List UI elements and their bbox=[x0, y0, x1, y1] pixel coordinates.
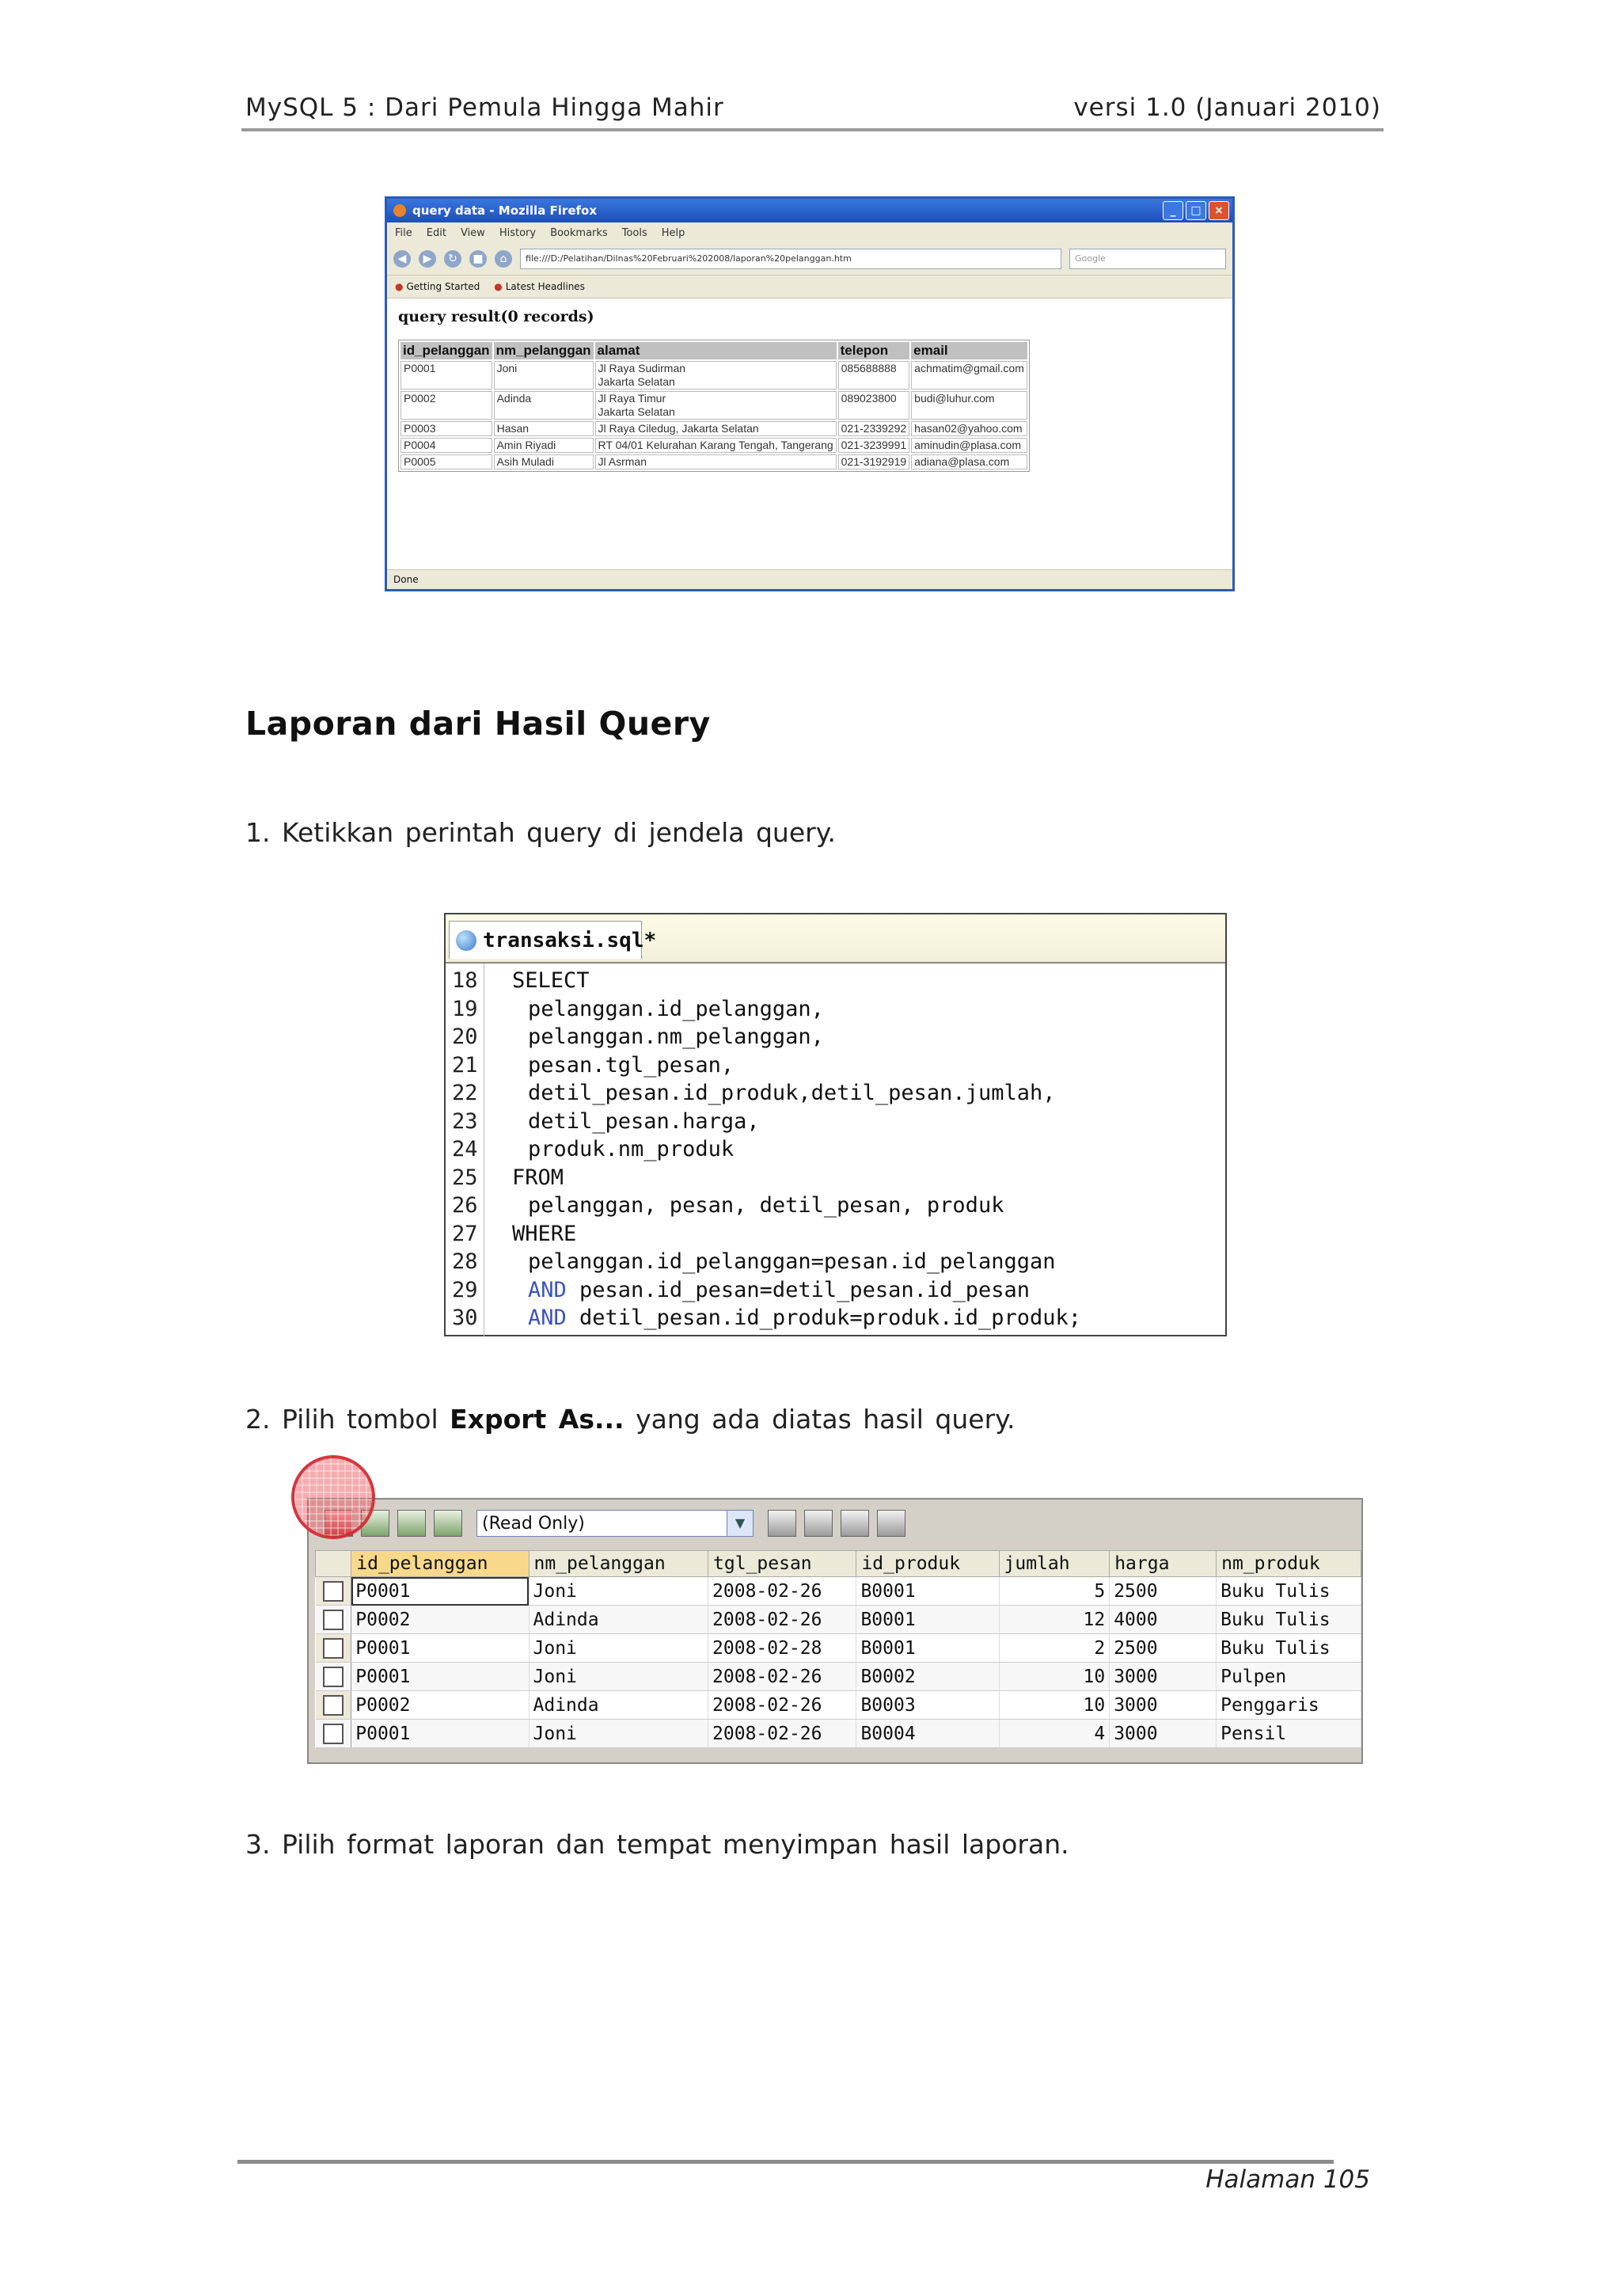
table-row bbox=[401, 391, 1027, 420]
checkbox-icon[interactable] bbox=[323, 1667, 344, 1687]
code-text: pelanggan.id_pelanggan, bbox=[528, 996, 824, 1021]
grid-cell[interactable]: P0002 bbox=[351, 1606, 529, 1634]
row-checkbox[interactable] bbox=[316, 1691, 351, 1720]
column-header: nm_pelanggan bbox=[494, 342, 594, 359]
column-header: alamat bbox=[595, 342, 837, 359]
section-heading: Laporan dari Hasil Query bbox=[245, 705, 711, 743]
grid-cell[interactable]: 4000 bbox=[1110, 1606, 1217, 1634]
checkbox-icon[interactable] bbox=[323, 1581, 344, 1602]
delete-row-icon[interactable] bbox=[841, 1510, 869, 1537]
menu-item-view[interactable]: View bbox=[460, 226, 485, 239]
table-cell: 085688888 bbox=[838, 361, 910, 390]
customer-table bbox=[398, 340, 1030, 472]
grid-cell[interactable]: Adinda bbox=[529, 1691, 708, 1720]
grid-cell[interactable]: B0004 bbox=[856, 1720, 999, 1748]
grid-cell[interactable]: 2008-02-26 bbox=[708, 1577, 856, 1606]
save-icon[interactable] bbox=[804, 1510, 833, 1537]
table-cell: hasan02@yahoo.com bbox=[911, 421, 1027, 436]
grid-cell[interactable]: 2008-02-28 bbox=[708, 1634, 856, 1663]
line-number: 29 bbox=[452, 1277, 478, 1302]
menu-item-edit[interactable]: Edit bbox=[426, 226, 446, 239]
header-version: versi 1.0 (Januari 2010) bbox=[1073, 93, 1381, 122]
grid-column-header[interactable]: nm_pelanggan bbox=[529, 1551, 708, 1577]
menu-item-file[interactable]: File bbox=[395, 226, 412, 239]
step-1: 1. Ketikkan perintah query di jendela query. bbox=[245, 817, 837, 848]
grid-cell[interactable]: 2500 bbox=[1110, 1634, 1217, 1663]
code-text: pelanggan.id_pelanggan=pesan.id_pelanggan bbox=[528, 1249, 1056, 1274]
table-cell: achmatim@gmail.com bbox=[911, 361, 1027, 390]
row-checkbox[interactable] bbox=[316, 1663, 351, 1691]
grid-cell[interactable]: 10 bbox=[999, 1663, 1110, 1691]
column-header: id_pelanggan bbox=[401, 342, 492, 359]
grid-cell[interactable]: Pulpen bbox=[1217, 1663, 1361, 1691]
editor-body[interactable] bbox=[446, 964, 1225, 1336]
code-text: WHERE bbox=[512, 1221, 577, 1246]
table-cell: RT 04/01 Kelurahan Karang Tengah, Tangerang bbox=[595, 438, 837, 453]
grid-cell[interactable]: 2 bbox=[999, 1634, 1110, 1663]
grid-cell[interactable]: P0001 bbox=[351, 1663, 529, 1691]
grid-cell[interactable]: Joni bbox=[529, 1577, 708, 1606]
grid-cell[interactable]: B0001 bbox=[856, 1577, 999, 1606]
grid-cell[interactable]: 2008-02-26 bbox=[708, 1606, 856, 1634]
grid-row[interactable] bbox=[316, 1606, 1361, 1634]
menu-item-history[interactable]: History bbox=[499, 226, 537, 239]
grid-row[interactable] bbox=[316, 1720, 1361, 1748]
grid-cell[interactable]: Buku Tulis bbox=[1217, 1634, 1361, 1663]
table-row bbox=[401, 438, 1027, 453]
status-bar: Done bbox=[387, 569, 1232, 589]
code-text: pelanggan.nm_pelanggan, bbox=[528, 1024, 824, 1049]
query-result-title: query result(0 records) bbox=[398, 308, 594, 325]
grid-cell[interactable]: 10 bbox=[999, 1691, 1110, 1720]
back-icon[interactable]: ◀ bbox=[393, 250, 411, 268]
row-checkbox[interactable] bbox=[316, 1634, 351, 1663]
table-cell: P0004 bbox=[401, 438, 492, 453]
line-number: 19 bbox=[452, 996, 478, 1021]
grid-cell[interactable]: 2500 bbox=[1110, 1577, 1217, 1606]
code-text: pesan.tgl_pesan, bbox=[528, 1052, 735, 1078]
firefox-navbar bbox=[387, 243, 1232, 276]
code-text: FROM bbox=[512, 1165, 564, 1190]
grid-cell[interactable]: Pensil bbox=[1217, 1720, 1361, 1748]
table-cell: Jl Raya Sudirman Jakarta Selatan bbox=[595, 361, 837, 390]
grid-cell[interactable]: 12 bbox=[999, 1606, 1110, 1634]
stop-icon[interactable]: ■ bbox=[469, 250, 487, 268]
grid-cell[interactable]: B0002 bbox=[856, 1663, 999, 1691]
code-fragment: detil_pesan.id_produk=produk.id_produk; bbox=[566, 1306, 1081, 1330]
line-number: 24 bbox=[452, 1137, 478, 1161]
table-cell: 021-3239991 bbox=[838, 438, 910, 453]
forward-icon[interactable]: ▶ bbox=[419, 250, 436, 268]
code-text bbox=[528, 1304, 1081, 1332]
firefox-window-title: query data - Mozilla Firefox bbox=[412, 203, 598, 218]
line-number: 23 bbox=[452, 1108, 478, 1134]
grid-cell[interactable]: Joni bbox=[529, 1663, 708, 1691]
grid-cell[interactable]: B0003 bbox=[856, 1691, 999, 1720]
table-cell: Adinda bbox=[494, 391, 594, 420]
close-icon[interactable]: × bbox=[1209, 201, 1229, 220]
editor-tabbar bbox=[446, 914, 1225, 964]
grid-row[interactable] bbox=[316, 1691, 1361, 1720]
grid-toolbar bbox=[309, 1500, 1361, 1547]
grid-cell[interactable]: P0001 bbox=[351, 1577, 529, 1606]
home-icon[interactable]: ⌂ bbox=[495, 250, 512, 268]
minimize-icon[interactable]: _ bbox=[1163, 201, 1183, 220]
grid-cell[interactable]: Buku Tulis bbox=[1217, 1577, 1361, 1606]
table-cell: Asih Muladi bbox=[494, 454, 594, 469]
read-only-select-value: (Read Only) bbox=[482, 1514, 585, 1534]
table-cell: 021-3192919 bbox=[838, 454, 910, 469]
grid-row[interactable] bbox=[316, 1663, 1361, 1691]
sql-keyword: AND bbox=[528, 1306, 567, 1330]
grid-cell[interactable]: 5 bbox=[999, 1577, 1110, 1606]
grid-column-header[interactable]: id_produk bbox=[856, 1551, 999, 1577]
line-number: 26 bbox=[452, 1193, 478, 1218]
table-cell: P0002 bbox=[401, 391, 492, 420]
grid-column-header[interactable]: id_pelanggan bbox=[351, 1551, 529, 1577]
menu-item-help[interactable]: Help bbox=[661, 226, 685, 239]
table-cell: 089023800 bbox=[838, 391, 910, 420]
search-box[interactable]: Google bbox=[1069, 249, 1226, 269]
grid-cell[interactable]: B0001 bbox=[856, 1634, 999, 1663]
grid-cell[interactable]: 3000 bbox=[1110, 1663, 1217, 1691]
reload-icon[interactable]: ↻ bbox=[444, 250, 461, 268]
highlight-circle bbox=[291, 1455, 375, 1539]
header-divider bbox=[241, 128, 1384, 131]
row-checkbox[interactable] bbox=[316, 1606, 351, 1634]
line-number: 25 bbox=[452, 1165, 478, 1190]
table-cell: aminudin@plasa.com bbox=[911, 438, 1027, 453]
export-csv-icon[interactable] bbox=[397, 1510, 426, 1537]
grid-cell[interactable]: Buku Tulis bbox=[1217, 1606, 1361, 1634]
editor-tab[interactable] bbox=[449, 921, 657, 959]
grid-cell[interactable]: 2008-02-26 bbox=[708, 1663, 856, 1691]
result-grid bbox=[307, 1498, 1363, 1764]
export-as-label: Export As... bbox=[450, 1404, 624, 1435]
page-header bbox=[245, 93, 1381, 128]
maximize-icon[interactable]: □ bbox=[1186, 201, 1206, 220]
grid-cell[interactable]: P0001 bbox=[351, 1634, 529, 1663]
grid-row[interactable] bbox=[316, 1634, 1361, 1663]
firefox-menubar bbox=[387, 222, 1232, 243]
table-cell: budi@luhur.com bbox=[911, 391, 1027, 420]
checkbox-icon[interactable] bbox=[323, 1695, 344, 1716]
insert-row-icon[interactable] bbox=[768, 1510, 796, 1537]
globe-icon bbox=[456, 930, 476, 951]
code-text: produk.nm_produk bbox=[528, 1137, 735, 1161]
checkbox-icon[interactable] bbox=[323, 1610, 344, 1630]
table-cell: 021-2339292 bbox=[838, 421, 910, 436]
grid-cell[interactable]: 3000 bbox=[1110, 1720, 1217, 1748]
grid-cell[interactable]: Joni bbox=[529, 1720, 708, 1748]
table-row bbox=[401, 361, 1027, 390]
editor-tab-label: transaksi.sql* bbox=[483, 929, 657, 952]
row-checkbox[interactable] bbox=[316, 1720, 351, 1748]
table-row bbox=[401, 454, 1027, 469]
table-cell: adiana@plasa.com bbox=[911, 454, 1027, 469]
table-cell: P0003 bbox=[401, 421, 492, 436]
menu-item-bookmarks[interactable]: Bookmarks bbox=[550, 226, 608, 239]
checkbox-icon[interactable] bbox=[323, 1724, 344, 1744]
grid-cell[interactable]: P0001 bbox=[351, 1720, 529, 1748]
table-cell: Joni bbox=[494, 361, 594, 390]
sql-keyword: AND bbox=[528, 1277, 567, 1302]
step-2-text-end: yang ada diatas hasil query. bbox=[624, 1404, 1015, 1435]
line-number: 30 bbox=[452, 1306, 478, 1330]
firefox-page-content bbox=[387, 298, 1232, 481]
code-fragment: pesan.id_pesan=detil_pesan.id_pesan bbox=[566, 1277, 1030, 1302]
bookmark-item[interactable]: ● Latest Headlines bbox=[494, 281, 585, 292]
line-number: 21 bbox=[452, 1052, 478, 1078]
firefox-titlebar bbox=[387, 199, 1232, 222]
grid-column-header[interactable]: jumlah bbox=[999, 1551, 1110, 1577]
page-number: Halaman 105 bbox=[1205, 2165, 1370, 2194]
line-number: 27 bbox=[452, 1221, 478, 1246]
sql-editor bbox=[444, 913, 1227, 1336]
grid-cell[interactable]: Adinda bbox=[529, 1606, 708, 1634]
grid-column-header[interactable]: harga bbox=[1110, 1551, 1217, 1577]
grid-cell[interactable]: 4 bbox=[999, 1720, 1110, 1748]
column-header: telepon bbox=[838, 342, 910, 359]
grid-row[interactable] bbox=[316, 1577, 1361, 1606]
line-number: 20 bbox=[452, 1024, 478, 1049]
table-cell: P0001 bbox=[401, 361, 492, 390]
firefox-icon bbox=[393, 204, 406, 217]
table-cell: Hasan bbox=[494, 421, 594, 436]
refresh-icon[interactable] bbox=[877, 1510, 905, 1537]
grid-cell[interactable]: B0001 bbox=[856, 1606, 999, 1634]
table-cell: Amin Riyadi bbox=[494, 438, 594, 453]
step-2 bbox=[245, 1404, 1015, 1435]
code-text: pelanggan, pesan, detil_pesan, produk bbox=[528, 1193, 1004, 1218]
table-row bbox=[401, 421, 1027, 436]
url-bar[interactable]: file:///D:/Pelatihan/Dilnas%20Februari%202008/laporan%20pelanggan.htm bbox=[520, 249, 1061, 269]
grid-cell[interactable]: Penggaris bbox=[1217, 1691, 1361, 1720]
read-only-select[interactable] bbox=[476, 1510, 754, 1537]
column-header: email bbox=[911, 342, 1027, 359]
step-3: 3. Pilih format laporan dan tempat menyimpan hasil laporan. bbox=[245, 1829, 1069, 1860]
grid-cell[interactable]: Joni bbox=[529, 1634, 708, 1663]
firefox-window bbox=[385, 196, 1235, 591]
row-checkbox[interactable] bbox=[316, 1577, 351, 1606]
footer-divider bbox=[237, 2160, 1334, 2164]
menu-item-tools[interactable]: Tools bbox=[621, 226, 647, 239]
code-text: SELECT bbox=[512, 968, 590, 993]
line-number: 28 bbox=[452, 1249, 478, 1274]
code-text: detil_pesan.harga, bbox=[528, 1108, 760, 1134]
grid-table bbox=[315, 1550, 1361, 1748]
grid-column-header[interactable]: tgl_pesan bbox=[708, 1551, 856, 1577]
step-2-text: 2. Pilih tombol bbox=[245, 1404, 450, 1435]
table-cell: P0005 bbox=[401, 454, 492, 469]
export-html-icon[interactable] bbox=[434, 1510, 462, 1537]
table-cell: Jl Raya Timur Jakarta Selatan bbox=[595, 391, 837, 420]
bookmarks-toolbar bbox=[387, 276, 1232, 298]
checkbox-icon[interactable] bbox=[323, 1638, 344, 1659]
line-number: 18 bbox=[452, 968, 478, 993]
line-number: 22 bbox=[452, 1081, 478, 1105]
table-cell: Jl Raya Ciledug, Jakarta Selatan bbox=[595, 421, 837, 436]
code-text bbox=[528, 1276, 1030, 1304]
row-selector-header bbox=[316, 1551, 351, 1577]
table-cell: Jl Asrman bbox=[595, 454, 837, 469]
grid-cell[interactable]: 2008-02-26 bbox=[708, 1691, 856, 1720]
grid-cell[interactable]: 3000 bbox=[1110, 1691, 1217, 1720]
grid-cell[interactable]: 2008-02-26 bbox=[708, 1720, 856, 1748]
grid-cell[interactable]: P0002 bbox=[351, 1691, 529, 1720]
chevron-down-icon[interactable]: ▼ bbox=[727, 1511, 753, 1536]
grid-column-header[interactable]: nm_produk bbox=[1217, 1551, 1361, 1577]
code-text: detil_pesan.id_produk,detil_pesan.jumlah, bbox=[528, 1081, 1056, 1105]
header-book-title: MySQL 5 : Dari Pemula Hingga Mahir bbox=[245, 93, 724, 122]
bookmark-item[interactable]: ● Getting Started bbox=[395, 281, 480, 292]
